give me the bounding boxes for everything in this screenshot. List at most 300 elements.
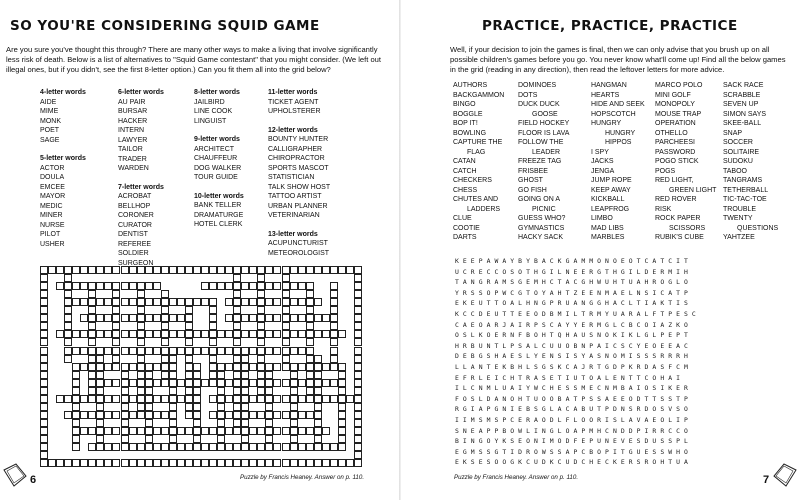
grid-cell[interactable] xyxy=(169,314,177,322)
grid-cell[interactable] xyxy=(233,443,241,451)
grid-cell[interactable] xyxy=(104,363,112,371)
grid-cell[interactable] xyxy=(96,347,104,355)
grid-cell[interactable] xyxy=(177,459,185,467)
grid-cell[interactable] xyxy=(217,347,225,355)
grid-cell[interactable] xyxy=(193,379,201,387)
grid-cell[interactable] xyxy=(217,363,225,371)
grid-cell[interactable] xyxy=(80,266,88,274)
grid-cell[interactable] xyxy=(185,395,193,403)
grid-cell[interactable] xyxy=(121,443,129,451)
grid-cell[interactable] xyxy=(96,403,104,411)
grid-cell[interactable] xyxy=(249,427,257,435)
grid-cell[interactable] xyxy=(169,387,177,395)
grid-cell[interactable] xyxy=(225,347,233,355)
grid-cell[interactable] xyxy=(209,330,217,338)
grid-cell[interactable] xyxy=(121,435,129,443)
grid-cell[interactable] xyxy=(121,266,129,274)
grid-cell[interactable] xyxy=(354,306,362,314)
grid-cell[interactable] xyxy=(354,387,362,395)
grid-cell[interactable] xyxy=(290,443,298,451)
grid-cell[interactable] xyxy=(137,266,145,274)
grid-cell[interactable] xyxy=(169,435,177,443)
grid-cell[interactable] xyxy=(233,314,241,322)
grid-cell[interactable] xyxy=(112,322,120,330)
grid-cell[interactable] xyxy=(88,427,96,435)
grid-cell[interactable] xyxy=(298,459,306,467)
grid-cell[interactable] xyxy=(64,395,72,403)
grid-cell[interactable] xyxy=(153,443,161,451)
grid-cell[interactable] xyxy=(40,387,48,395)
grid-cell[interactable] xyxy=(121,427,129,435)
grid-cell[interactable] xyxy=(257,459,265,467)
grid-cell[interactable] xyxy=(185,371,193,379)
grid-cell[interactable] xyxy=(112,459,120,467)
grid-cell[interactable] xyxy=(354,419,362,427)
grid-cell[interactable] xyxy=(233,306,241,314)
grid-cell[interactable] xyxy=(233,274,241,282)
grid-cell[interactable] xyxy=(169,379,177,387)
grid-cell[interactable] xyxy=(241,347,249,355)
grid-cell[interactable] xyxy=(233,411,241,419)
grid-cell[interactable] xyxy=(298,379,306,387)
grid-cell[interactable] xyxy=(88,330,96,338)
grid-cell[interactable] xyxy=(64,314,72,322)
grid-cell[interactable] xyxy=(185,314,193,322)
grid-cell[interactable] xyxy=(88,355,96,363)
grid-cell[interactable] xyxy=(64,355,72,363)
grid-cell[interactable] xyxy=(161,330,169,338)
grid-cell[interactable] xyxy=(217,395,225,403)
grid-cell[interactable] xyxy=(257,379,265,387)
grid-cell[interactable] xyxy=(145,411,153,419)
grid-cell[interactable] xyxy=(354,322,362,330)
grid-cell[interactable] xyxy=(217,330,225,338)
grid-cell[interactable] xyxy=(201,347,209,355)
grid-cell[interactable] xyxy=(282,379,290,387)
grid-cell[interactable] xyxy=(177,395,185,403)
grid-cell[interactable] xyxy=(121,363,129,371)
grid-cell[interactable] xyxy=(306,266,314,274)
grid-cell[interactable] xyxy=(265,298,273,306)
grid-cell[interactable] xyxy=(265,435,273,443)
grid-cell[interactable] xyxy=(72,379,80,387)
grid-cell[interactable] xyxy=(225,411,233,419)
grid-cell[interactable] xyxy=(177,330,185,338)
grid-cell[interactable] xyxy=(40,330,48,338)
grid-cell[interactable] xyxy=(88,459,96,467)
grid-cell[interactable] xyxy=(129,363,137,371)
grid-cell[interactable] xyxy=(88,411,96,419)
grid-cell[interactable] xyxy=(121,371,129,379)
grid-cell[interactable] xyxy=(112,314,120,322)
grid-cell[interactable] xyxy=(185,411,193,419)
grid-cell[interactable] xyxy=(104,266,112,274)
grid-cell[interactable] xyxy=(306,347,314,355)
grid-cell[interactable] xyxy=(209,355,217,363)
grid-cell[interactable] xyxy=(282,274,290,282)
grid-cell[interactable] xyxy=(290,314,298,322)
grid-cell[interactable] xyxy=(241,419,249,427)
grid-cell[interactable] xyxy=(330,298,338,306)
grid-cell[interactable] xyxy=(330,322,338,330)
grid-cell[interactable] xyxy=(40,298,48,306)
grid-cell[interactable] xyxy=(129,459,137,467)
grid-cell[interactable] xyxy=(137,355,145,363)
grid-cell[interactable] xyxy=(338,379,346,387)
grid-cell[interactable] xyxy=(40,322,48,330)
grid-cell[interactable] xyxy=(257,427,265,435)
grid-cell[interactable] xyxy=(104,443,112,451)
grid-cell[interactable] xyxy=(265,363,273,371)
grid-cell[interactable] xyxy=(137,427,145,435)
grid-cell[interactable] xyxy=(282,363,290,371)
grid-cell[interactable] xyxy=(153,459,161,467)
grid-cell[interactable] xyxy=(137,290,145,298)
grid-cell[interactable] xyxy=(129,282,137,290)
grid-cell[interactable] xyxy=(72,347,80,355)
grid-cell[interactable] xyxy=(314,363,322,371)
grid-cell[interactable] xyxy=(233,338,241,346)
grid-cell[interactable] xyxy=(209,363,217,371)
grid-cell[interactable] xyxy=(129,266,137,274)
grid-cell[interactable] xyxy=(217,282,225,290)
grid-cell[interactable] xyxy=(185,363,193,371)
grid-cell[interactable] xyxy=(233,355,241,363)
grid-cell[interactable] xyxy=(241,387,249,395)
grid-cell[interactable] xyxy=(354,379,362,387)
grid-cell[interactable] xyxy=(209,298,217,306)
grid-cell[interactable] xyxy=(265,371,273,379)
grid-cell[interactable] xyxy=(169,427,177,435)
grid-cell[interactable] xyxy=(290,387,298,395)
grid-cell[interactable] xyxy=(88,347,96,355)
grid-cell[interactable] xyxy=(88,322,96,330)
grid-cell[interactable] xyxy=(121,395,129,403)
grid-cell[interactable] xyxy=(354,338,362,346)
grid-cell[interactable] xyxy=(112,266,120,274)
grid-cell[interactable] xyxy=(209,314,217,322)
grid-cell[interactable] xyxy=(257,411,265,419)
grid-cell[interactable] xyxy=(241,298,249,306)
grid-cell[interactable] xyxy=(298,314,306,322)
grid-cell[interactable] xyxy=(257,387,265,395)
grid-cell[interactable] xyxy=(137,371,145,379)
grid-cell[interactable] xyxy=(121,282,129,290)
grid-cell[interactable] xyxy=(257,363,265,371)
grid-cell[interactable] xyxy=(201,282,209,290)
grid-cell[interactable] xyxy=(322,363,330,371)
grid-cell[interactable] xyxy=(290,363,298,371)
grid-cell[interactable] xyxy=(233,395,241,403)
grid-cell[interactable] xyxy=(265,443,273,451)
grid-cell[interactable] xyxy=(96,371,104,379)
grid-cell[interactable] xyxy=(72,443,80,451)
grid-cell[interactable] xyxy=(306,314,314,322)
grid-cell[interactable] xyxy=(338,419,346,427)
grid-cell[interactable] xyxy=(40,314,48,322)
grid-cell[interactable] xyxy=(88,282,96,290)
grid-cell[interactable] xyxy=(338,387,346,395)
grid-cell[interactable] xyxy=(80,427,88,435)
grid-cell[interactable] xyxy=(185,459,193,467)
grid-cell[interactable] xyxy=(169,411,177,419)
grid-cell[interactable] xyxy=(241,355,249,363)
grid-cell[interactable] xyxy=(314,314,322,322)
grid-cell[interactable] xyxy=(217,371,225,379)
grid-cell[interactable] xyxy=(298,298,306,306)
grid-cell[interactable] xyxy=(257,338,265,346)
grid-cell[interactable] xyxy=(96,355,104,363)
grid-cell[interactable] xyxy=(282,443,290,451)
grid-cell[interactable] xyxy=(290,411,298,419)
grid-cell[interactable] xyxy=(265,387,273,395)
grid-cell[interactable] xyxy=(257,306,265,314)
grid-cell[interactable] xyxy=(169,459,177,467)
grid-cell[interactable] xyxy=(346,459,354,467)
grid-cell[interactable] xyxy=(225,282,233,290)
grid-cell[interactable] xyxy=(273,379,281,387)
grid-cell[interactable] xyxy=(265,282,273,290)
grid-cell[interactable] xyxy=(129,330,137,338)
grid-cell[interactable] xyxy=(121,459,129,467)
grid-cell[interactable] xyxy=(265,459,273,467)
grid-cell[interactable] xyxy=(290,427,298,435)
grid-cell[interactable] xyxy=(145,395,153,403)
grid-cell[interactable] xyxy=(193,411,201,419)
grid-cell[interactable] xyxy=(241,363,249,371)
grid-cell[interactable] xyxy=(88,266,96,274)
grid-cell[interactable] xyxy=(88,371,96,379)
grid-cell[interactable] xyxy=(265,411,273,419)
grid-cell[interactable] xyxy=(72,387,80,395)
grid-cell[interactable] xyxy=(177,347,185,355)
grid-cell[interactable] xyxy=(290,435,298,443)
grid-cell[interactable] xyxy=(112,306,120,314)
grid-cell[interactable] xyxy=(354,411,362,419)
grid-cell[interactable] xyxy=(193,419,201,427)
grid-cell[interactable] xyxy=(257,322,265,330)
grid-cell[interactable] xyxy=(153,363,161,371)
grid-cell[interactable] xyxy=(233,419,241,427)
grid-cell[interactable] xyxy=(153,427,161,435)
grid-cell[interactable] xyxy=(217,266,225,274)
grid-cell[interactable] xyxy=(88,395,96,403)
grid-cell[interactable] xyxy=(145,419,153,427)
grid-cell[interactable] xyxy=(354,443,362,451)
grid-cell[interactable] xyxy=(273,443,281,451)
grid-cell[interactable] xyxy=(72,298,80,306)
grid-cell[interactable] xyxy=(145,427,153,435)
grid-cell[interactable] xyxy=(217,443,225,451)
grid-cell[interactable] xyxy=(241,459,249,467)
grid-cell[interactable] xyxy=(306,395,314,403)
grid-cell[interactable] xyxy=(201,379,209,387)
grid-cell[interactable] xyxy=(306,387,314,395)
grid-cell[interactable] xyxy=(233,371,241,379)
grid-cell[interactable] xyxy=(40,419,48,427)
grid-cell[interactable] xyxy=(233,459,241,467)
grid-cell[interactable] xyxy=(249,395,257,403)
grid-cell[interactable] xyxy=(298,427,306,435)
grid-cell[interactable] xyxy=(145,330,153,338)
grid-cell[interactable] xyxy=(241,330,249,338)
grid-cell[interactable] xyxy=(282,459,290,467)
grid-cell[interactable] xyxy=(193,387,201,395)
grid-cell[interactable] xyxy=(88,443,96,451)
grid-cell[interactable] xyxy=(282,298,290,306)
grid-cell[interactable] xyxy=(330,443,338,451)
grid-cell[interactable] xyxy=(322,379,330,387)
grid-cell[interactable] xyxy=(193,266,201,274)
grid-cell[interactable] xyxy=(306,443,314,451)
grid-cell[interactable] xyxy=(185,443,193,451)
grid-cell[interactable] xyxy=(137,459,145,467)
grid-cell[interactable] xyxy=(72,403,80,411)
grid-cell[interactable] xyxy=(40,282,48,290)
grid-cell[interactable] xyxy=(56,395,64,403)
grid-cell[interactable] xyxy=(282,266,290,274)
grid-cell[interactable] xyxy=(217,387,225,395)
grid-cell[interactable] xyxy=(338,403,346,411)
grid-cell[interactable] xyxy=(314,427,322,435)
grid-cell[interactable] xyxy=(233,427,241,435)
grid-cell[interactable] xyxy=(121,411,129,419)
grid-cell[interactable] xyxy=(314,298,322,306)
grid-cell[interactable] xyxy=(282,306,290,314)
grid-cell[interactable] xyxy=(209,306,217,314)
grid-cell[interactable] xyxy=(129,411,137,419)
grid-cell[interactable] xyxy=(257,298,265,306)
grid-cell[interactable] xyxy=(265,395,273,403)
grid-cell[interactable] xyxy=(137,322,145,330)
grid-cell[interactable] xyxy=(145,379,153,387)
grid-cell[interactable] xyxy=(257,443,265,451)
grid-cell[interactable] xyxy=(354,371,362,379)
grid-cell[interactable] xyxy=(257,347,265,355)
grid-cell[interactable] xyxy=(330,395,338,403)
grid-cell[interactable] xyxy=(298,330,306,338)
grid-cell[interactable] xyxy=(322,443,330,451)
grid-cell[interactable] xyxy=(265,330,273,338)
grid-cell[interactable] xyxy=(306,427,314,435)
grid-cell[interactable] xyxy=(330,379,338,387)
grid-cell[interactable] xyxy=(177,314,185,322)
grid-cell[interactable] xyxy=(88,306,96,314)
grid-cell[interactable] xyxy=(193,347,201,355)
grid-cell[interactable] xyxy=(290,347,298,355)
grid-cell[interactable] xyxy=(354,347,362,355)
grid-cell[interactable] xyxy=(314,330,322,338)
grid-cell[interactable] xyxy=(96,298,104,306)
grid-cell[interactable] xyxy=(233,403,241,411)
grid-cell[interactable] xyxy=(257,355,265,363)
grid-cell[interactable] xyxy=(257,314,265,322)
grid-cell[interactable] xyxy=(161,371,169,379)
grid-cell[interactable] xyxy=(169,347,177,355)
grid-cell[interactable] xyxy=(338,443,346,451)
grid-cell[interactable] xyxy=(64,306,72,314)
grid-cell[interactable] xyxy=(290,330,298,338)
grid-cell[interactable] xyxy=(249,330,257,338)
grid-cell[interactable] xyxy=(104,330,112,338)
grid-cell[interactable] xyxy=(354,314,362,322)
grid-cell[interactable] xyxy=(161,306,169,314)
grid-cell[interactable] xyxy=(322,395,330,403)
grid-cell[interactable] xyxy=(249,379,257,387)
grid-cell[interactable] xyxy=(88,290,96,298)
grid-cell[interactable] xyxy=(145,403,153,411)
grid-cell[interactable] xyxy=(104,282,112,290)
grid-cell[interactable] xyxy=(298,363,306,371)
grid-cell[interactable] xyxy=(338,427,346,435)
grid-cell[interactable] xyxy=(330,290,338,298)
grid-cell[interactable] xyxy=(282,395,290,403)
grid-cell[interactable] xyxy=(225,330,233,338)
grid-cell[interactable] xyxy=(56,266,64,274)
grid-cell[interactable] xyxy=(104,314,112,322)
grid-cell[interactable] xyxy=(209,427,217,435)
grid-cell[interactable] xyxy=(290,282,298,290)
grid-cell[interactable] xyxy=(306,282,314,290)
grid-cell[interactable] xyxy=(193,371,201,379)
grid-cell[interactable] xyxy=(354,363,362,371)
grid-cell[interactable] xyxy=(40,395,48,403)
grid-cell[interactable] xyxy=(96,427,104,435)
grid-cell[interactable] xyxy=(96,379,104,387)
grid-cell[interactable] xyxy=(145,363,153,371)
grid-cell[interactable] xyxy=(241,371,249,379)
grid-cell[interactable] xyxy=(112,298,120,306)
grid-cell[interactable] xyxy=(121,379,129,387)
grid-cell[interactable] xyxy=(80,363,88,371)
grid-cell[interactable] xyxy=(217,419,225,427)
grid-cell[interactable] xyxy=(137,338,145,346)
grid-cell[interactable] xyxy=(96,443,104,451)
grid-cell[interactable] xyxy=(80,330,88,338)
grid-cell[interactable] xyxy=(137,411,145,419)
grid-cell[interactable] xyxy=(209,322,217,330)
grid-cell[interactable] xyxy=(185,403,193,411)
grid-cell[interactable] xyxy=(249,459,257,467)
grid-cell[interactable] xyxy=(265,347,273,355)
grid-cell[interactable] xyxy=(193,298,201,306)
grid-cell[interactable] xyxy=(354,355,362,363)
grid-cell[interactable] xyxy=(322,266,330,274)
grid-cell[interactable] xyxy=(282,411,290,419)
grid-cell[interactable] xyxy=(40,266,48,274)
grid-cell[interactable] xyxy=(161,347,169,355)
grid-cell[interactable] xyxy=(161,322,169,330)
grid-cell[interactable] xyxy=(233,266,241,274)
grid-cell[interactable] xyxy=(161,363,169,371)
grid-cell[interactable] xyxy=(185,298,193,306)
grid-cell[interactable] xyxy=(161,427,169,435)
grid-cell[interactable] xyxy=(306,290,314,298)
grid-cell[interactable] xyxy=(209,459,217,467)
grid-cell[interactable] xyxy=(306,371,314,379)
grid-cell[interactable] xyxy=(121,347,129,355)
grid-cell[interactable] xyxy=(330,314,338,322)
grid-cell[interactable] xyxy=(153,395,161,403)
grid-cell[interactable] xyxy=(257,330,265,338)
grid-cell[interactable] xyxy=(129,395,137,403)
grid-cell[interactable] xyxy=(40,363,48,371)
grid-cell[interactable] xyxy=(40,459,48,467)
grid-cell[interactable] xyxy=(104,347,112,355)
grid-cell[interactable] xyxy=(40,411,48,419)
grid-cell[interactable] xyxy=(64,347,72,355)
grid-cell[interactable] xyxy=(80,395,88,403)
